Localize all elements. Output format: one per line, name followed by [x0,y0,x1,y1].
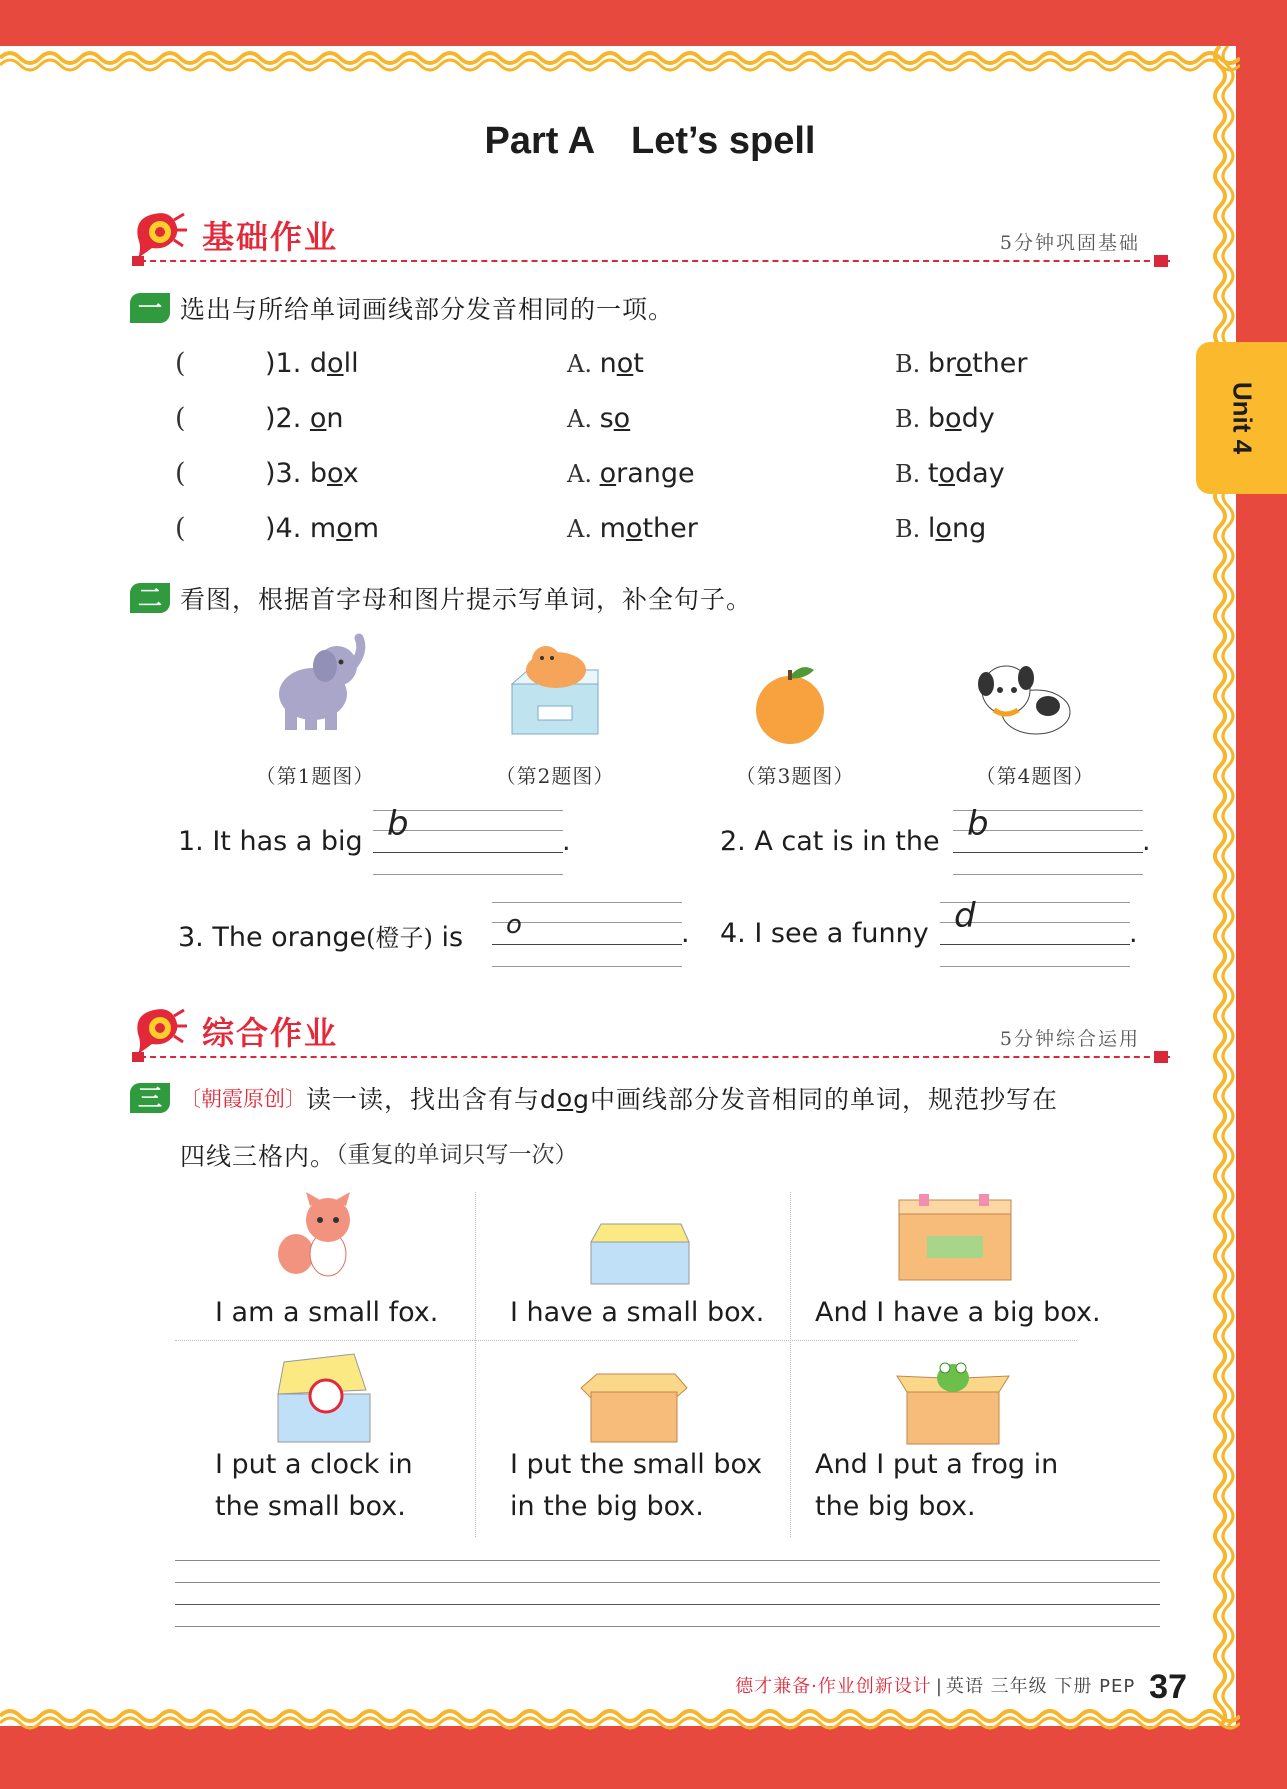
page-title [0,120,1287,163]
item-number: )4. [265,513,310,544]
section-header-basic [130,204,1170,274]
option-a [567,458,695,489]
option-b [895,348,1028,379]
big-box-image [893,1190,1017,1284]
sentence-4: 4. I see a funny [720,918,929,949]
small-box-in-big-box-image [575,1368,691,1448]
underlined-letter: o [599,458,617,489]
word-part: m [309,513,337,544]
divider-end-left [132,1052,144,1062]
initial-letter-hint-2: b [967,804,989,844]
section-header-comprehensive [130,1000,1170,1070]
reading-sentence-5 [510,1444,762,1528]
picture-caption-3: （第3题图） [735,764,855,788]
question-tag: 〔朝霞原创〕 [180,1087,306,1111]
word-part: l [927,513,936,544]
word-part: t [633,348,644,379]
mascot-icon [130,208,188,262]
choice-item [175,348,1055,388]
unit-tab [1196,342,1287,494]
section-subtitle: 5分钟综合运用 [999,1028,1140,1050]
initial-letter-hint-1: b [387,804,409,844]
footer-separator: | [935,1676,942,1697]
title-name: Let’s spell [631,120,816,162]
answer-lines-3[interactable] [492,902,682,968]
picture-caption-4: （第4题图） [975,764,1095,788]
sentence-end-1: . [562,826,571,857]
small-box-image [585,1220,695,1290]
question-3-heading [130,1080,1058,1120]
underlined-letter: o [938,458,956,489]
picture-caption-1: （第1题图） [255,764,375,788]
stem-word [265,348,359,379]
sentence-end-2: . [1142,826,1151,857]
divider-end-right [1154,255,1168,267]
answer-blank[interactable] [175,513,258,544]
reading-sentence-2: I have a small box. [510,1297,765,1328]
reading-grid [175,1192,1125,1537]
wavy-border-right [1208,46,1248,1726]
option-b [895,513,986,544]
underlined-letter: o [327,348,344,379]
stem-word [265,458,359,489]
underlined-letter: o [625,513,643,544]
dashed-divider [140,260,1170,262]
underlined-letter: o [336,513,353,544]
wavy-border-top [0,40,1240,80]
choice-item [175,513,1055,553]
sentence-3-text-end: is [432,922,464,953]
word-part: ng [951,513,987,544]
question-3-heading-line2 [180,1136,578,1176]
question-badge: 一 [130,293,170,323]
word-part: b [927,403,946,434]
answer-lines-4[interactable] [940,896,1130,968]
open-paren: ( [175,348,186,379]
divider-end-right [1154,1051,1168,1063]
sentence-1: 1. It has a big [178,826,363,857]
question-note: （重复的单词只写一次） [336,1142,578,1168]
option-letter: A. [567,460,600,488]
item-number: )1. [265,348,310,379]
underlined-letter: o [935,513,952,544]
footer-brand: 德才兼备·作业创新设计 [735,1676,932,1697]
word-part: br [927,348,956,379]
option-a [567,403,630,434]
orange-image [740,660,860,760]
word-part: day [955,458,1005,489]
option-letter: B. [895,350,928,378]
mascot-icon [130,1004,188,1058]
initial-letter-hint-4: d [954,896,976,936]
fox-image [270,1192,370,1282]
sentence-2: 2. A cat is in the [720,826,940,857]
word-part: b [309,458,328,489]
reading-sentence-1: I am a small fox. [215,1297,439,1328]
question-2-heading [130,580,752,620]
option-letter: B. [895,460,928,488]
open-paren: ( [175,458,186,489]
answer-lines-1[interactable] [373,804,563,876]
sentence-3-gloss: (橙子) [366,924,433,952]
elephant-image [255,632,375,732]
stem-word [265,403,344,434]
stem-word [265,513,379,544]
answer-blank[interactable] [175,458,258,489]
item-number: )3. [265,458,310,489]
unit-tab-label: Unit 4 [1227,381,1257,455]
reading-sentence-4-line-1: I put a clock in [215,1449,413,1480]
question-text-line2: 四线三格内。 [180,1142,337,1171]
option-letter: A. [567,405,600,433]
sentence-end-4: . [1129,918,1138,949]
question-text: 读一读，找出含有与d [306,1085,557,1114]
word-part: d [309,348,328,379]
footer-book-info: 英语 三年级 下册 PEP [945,1676,1136,1697]
word-part: t [927,458,939,489]
underlined-letter: o [616,348,634,379]
sentence-3 [178,918,463,953]
option-letter: A. [567,515,600,543]
title-part: Part A [484,120,596,162]
word-part: ther [642,513,698,544]
question-badge: 三 [130,1083,170,1113]
word-part: m [352,513,380,544]
reading-sentence-6 [815,1444,1058,1528]
reading-sentence-5-line-1: I put the small box [510,1449,763,1480]
reading-sentence-3: And I have a big box. [815,1297,1101,1328]
section-label: 综合作业 [202,1014,339,1052]
question-text-underlined: o [556,1083,574,1113]
word-part: x [342,458,359,489]
option-letter: B. [895,405,928,433]
word-part: ther [972,348,1028,379]
reading-sentence-6-line-2: the big box. [815,1491,976,1522]
word-part: s [599,403,614,434]
reading-sentence-6-line-1: And I put a frog in [815,1449,1059,1480]
option-letter: B. [895,515,928,543]
underlined-letter: o [613,403,631,434]
option-a [567,348,644,379]
initial-letter-hint-3: o [506,910,522,940]
picture-caption-2: （第2题图） [495,764,615,788]
answer-blank[interactable] [175,403,258,434]
cat-in-box-image [498,640,618,740]
underlined-letter: o [327,458,343,489]
item-number: )2. [265,403,310,434]
section-subtitle: 5分钟巩固基础 [999,232,1140,254]
word-part: dy [961,403,995,434]
underlined-letter: o [945,403,962,434]
page-footer [735,1668,1187,1707]
question-1-heading [130,290,674,330]
answer-blank[interactable] [175,348,258,379]
choice-item [175,458,1055,498]
option-a [567,513,698,544]
question-text: 看图，根据首字母和图片提示写单词，补全句子。 [180,585,753,614]
word-part: m [599,513,626,544]
reading-sentence-5-line-2: in the big box. [510,1491,704,1522]
underlined-letter: o [309,403,327,434]
frog-in-big-box-image [893,1352,1013,1448]
reading-sentence-4 [215,1444,413,1528]
word-part: n [326,403,344,434]
section-label: 基础作业 [202,218,339,256]
question-text-cont: g中画线部分发音相同的单词，规范抄写在 [573,1085,1059,1114]
word-part: ll [343,348,359,379]
word-part: range [616,458,695,489]
answer-lines-2[interactable] [953,804,1143,876]
dog-image [970,648,1090,748]
answer-writing-lines[interactable] [175,1558,1160,1628]
open-paren: ( [175,513,186,544]
divider-end-left [132,256,144,266]
question-text: 选出与所给单词画线部分发音相同的一项。 [180,295,675,324]
word-part: n [599,348,617,379]
sentence-end-3: . [681,918,690,949]
sentence-3-text: 3. The orange [178,922,367,953]
option-b [895,458,1005,489]
clock-in-small-box-image [270,1350,380,1446]
open-paren: ( [175,403,186,434]
reading-sentence-4-line-2: the small box. [215,1491,406,1522]
option-b [895,403,995,434]
option-letter: A. [567,350,600,378]
page-number: 37 [1149,1668,1187,1706]
choice-item [175,403,1055,443]
dashed-divider [140,1056,1170,1058]
underlined-letter: o [955,348,973,379]
question-badge: 二 [130,583,170,613]
